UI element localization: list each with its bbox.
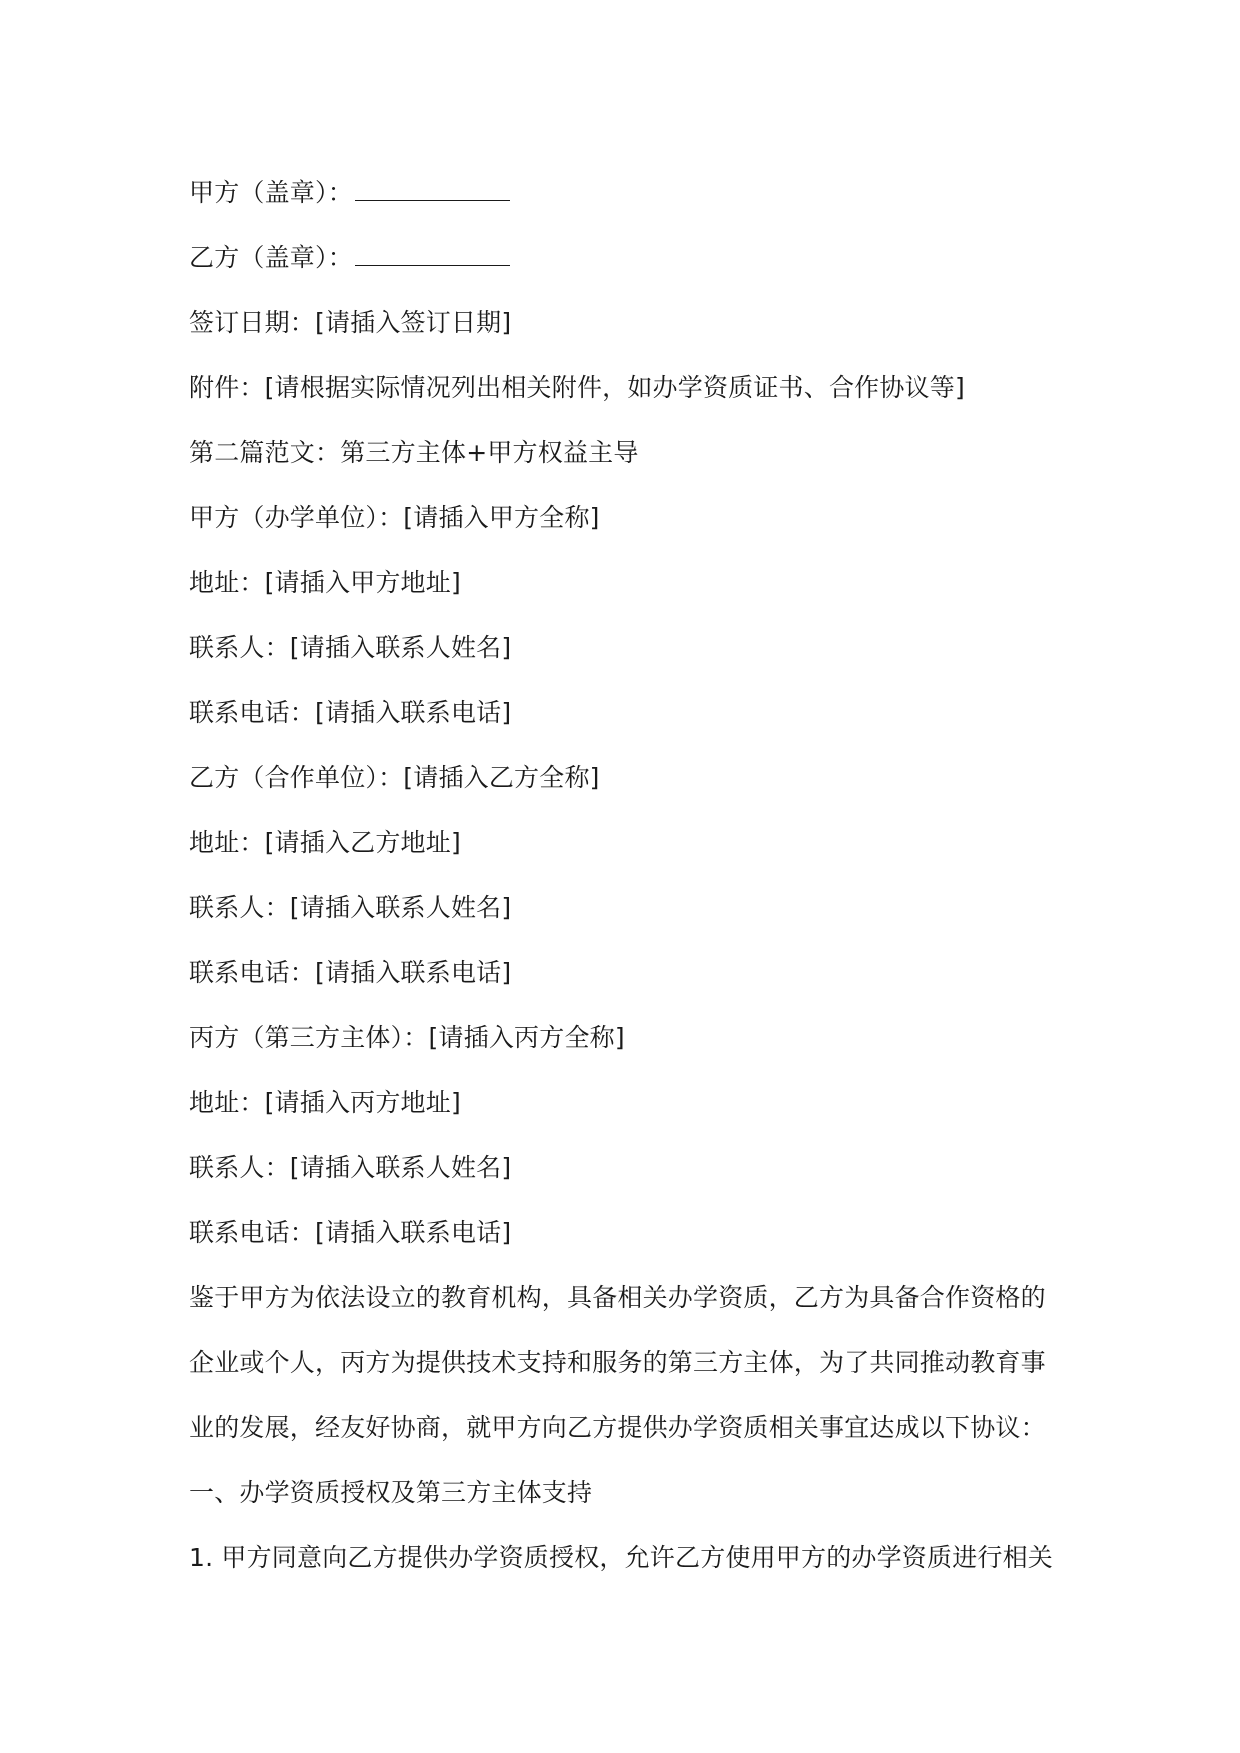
party-a-seal-line [189,160,1069,225]
party-a-seal-blank [355,180,510,201]
party-c-contact: 联系人：[请插入联系人姓名] [189,1153,512,1182]
preamble-line-1: 鉴于甲方为依法设立的教育机构，具备相关办学资质，乙方为具备合作资格的 [189,1283,1046,1312]
party-b-seal-blank [355,245,510,266]
attachments: 附件：[请根据实际情况列出相关附件，如办学资质证书、合作协议等] [189,373,965,402]
party-b-seal-line [189,225,1069,290]
signing-date: 签订日期：[请插入签订日期] [189,308,512,337]
party-b-address: 地址：[请插入乙方地址] [189,828,461,857]
party-c-address: 地址：[请插入丙方地址] [189,1088,461,1117]
preamble-line-3: 业的发展，经友好协商，就甲方向乙方提供办学资质相关事宜达成以下协议： [189,1413,1046,1442]
section-1-heading: 一、办学资质授权及第三方主体支持 [189,1478,593,1507]
preamble-line-2: 企业或个人，丙方为提供技术支持和服务的第三方主体，为了共同推动教育事 [189,1348,1046,1377]
party-a-phone: 联系电话：[请插入联系电话] [189,698,512,727]
clause-1-1: 1. 甲方同意向乙方提供办学资质授权，允许乙方使用甲方的办学资质进行相关 [189,1543,1054,1572]
party-a-name: 甲方（办学单位）：[请插入甲方全称] [189,503,600,532]
party-c-phone: 联系电话：[请插入联系电话] [189,1218,512,1247]
party-c-name: 丙方（第三方主体）：[请插入丙方全称] [189,1023,625,1052]
party-b-seal-label: 乙方（盖章）： [189,243,353,272]
party-a-seal-label: 甲方（盖章）： [189,178,353,207]
party-a-address: 地址：[请插入甲方地址] [189,568,461,597]
party-b-phone: 联系电话：[请插入联系电话] [189,958,512,987]
document-body [189,160,1069,1590]
party-b-contact: 联系人：[请插入联系人姓名] [189,893,512,922]
party-a-contact: 联系人：[请插入联系人姓名] [189,633,512,662]
party-b-name: 乙方（合作单位）：[请插入乙方全称] [189,763,600,792]
second-template-title: 第二篇范文：第三方主体+甲方权益主导 [189,438,639,467]
